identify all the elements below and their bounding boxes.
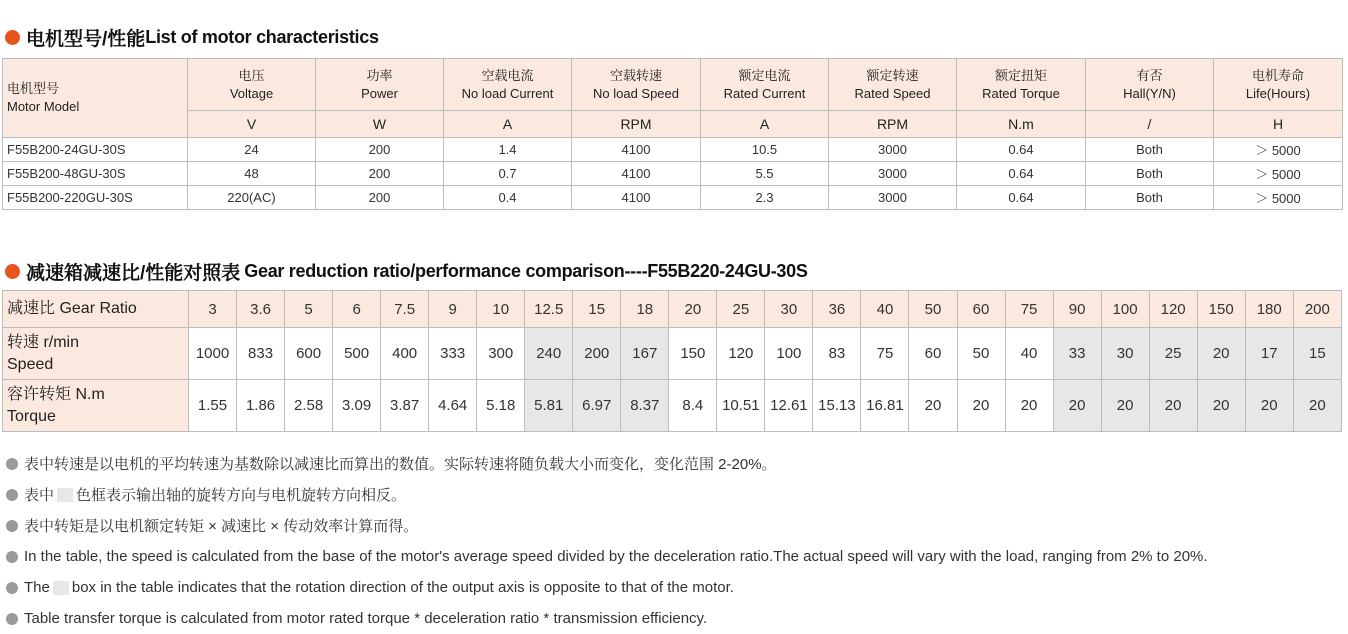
ratio-cell: 180 xyxy=(1245,291,1293,328)
ratio-cell: 150 xyxy=(1197,291,1245,328)
speed-cell: 100 xyxy=(765,328,813,380)
notes-list xyxy=(5,448,1208,634)
column-header-en: Rated Current xyxy=(723,85,806,101)
motor-characteristics-table xyxy=(2,58,1343,210)
bullet-dot-icon xyxy=(5,264,20,279)
ratio-cell: 18 xyxy=(621,291,669,328)
torque-cell: 20 xyxy=(957,380,1005,432)
torque-cell: 1.86 xyxy=(237,380,285,432)
column-header-cn: 电压 xyxy=(238,67,265,83)
column-header-cn: 额定转速 xyxy=(866,67,919,83)
speed-cell: 75 xyxy=(861,328,909,380)
unit-cell: N.m xyxy=(957,111,1086,138)
unit-cell: / xyxy=(1086,111,1214,138)
torque-cell: 5.81 xyxy=(525,380,573,432)
torque-cell: 1.55 xyxy=(189,380,237,432)
unit-cell: A xyxy=(444,111,572,138)
torque-cell: 3.87 xyxy=(381,380,429,432)
speed-cell: 17 xyxy=(1245,328,1293,380)
torque-cell: 20 xyxy=(1293,380,1341,432)
ratio-cell: 20 xyxy=(669,291,717,328)
torque-label xyxy=(3,380,189,432)
torque-cell: 20 xyxy=(1005,380,1053,432)
section-title-en: Gear reduction ratio/performance comparison----F55B220-24GU-30S xyxy=(244,261,808,281)
speed-label-en: Speed xyxy=(7,355,54,373)
column-header-en: Life(Hours) xyxy=(1245,85,1311,101)
value-cell: 0.64 xyxy=(957,162,1086,186)
torque-cell: 20 xyxy=(1197,380,1245,432)
speed-cell: 120 xyxy=(717,328,765,380)
ratio-cell: 25 xyxy=(717,291,765,328)
speed-cell: 600 xyxy=(285,328,333,380)
ratio-cell: 90 xyxy=(1053,291,1101,328)
value-cell: 4100 xyxy=(572,162,701,186)
gear-ratio-table xyxy=(2,290,1342,432)
speed-cell: 30 xyxy=(1101,328,1149,380)
speed-cell: 333 xyxy=(429,328,477,380)
ratio-cell: 6 xyxy=(333,291,381,328)
speed-cell: 150 xyxy=(669,328,717,380)
value-cell: Both xyxy=(1086,186,1214,210)
speed-cell: 33 xyxy=(1053,328,1101,380)
model-cell: F55B200-24GU-30S xyxy=(3,138,188,162)
value-cell: ＞ 5000 xyxy=(1214,186,1343,210)
bullet-icon xyxy=(6,520,18,532)
ratio-cell: 60 xyxy=(957,291,1005,328)
torque-cell: 6.97 xyxy=(573,380,621,432)
ratio-cell: 120 xyxy=(1149,291,1197,328)
section-title-cn: 电机型号/性能 xyxy=(26,29,146,50)
ratio-cell: 3 xyxy=(189,291,237,328)
column-header-cn: 空载电流 xyxy=(481,67,534,83)
ratio-cell: 9 xyxy=(429,291,477,328)
model-header-en: Motor Model xyxy=(7,99,80,114)
note-text: 表中 xyxy=(24,487,55,504)
torque-cell: 12.61 xyxy=(765,380,813,432)
speed-cell: 300 xyxy=(477,328,525,380)
column-header-cn: 空载转速 xyxy=(609,67,662,83)
column-header xyxy=(444,59,572,111)
note-item xyxy=(5,510,1208,541)
note-text: 色框表示输出轴的旋转方向与电机旋转方向相反。 xyxy=(76,487,407,504)
value-cell: Both xyxy=(1086,138,1214,162)
note-text: box in the table indicates that the rotation direction of the output axis is opposite to that of the motor. xyxy=(71,579,734,596)
note-text: The xyxy=(24,579,50,596)
value-cell: Both xyxy=(1086,162,1214,186)
column-header xyxy=(316,59,444,111)
unit-cell: V xyxy=(188,111,316,138)
column-header-en: Rated Speed xyxy=(854,85,931,101)
value-cell: 220(AC) xyxy=(188,186,316,210)
model-header-cn: 电机型号 xyxy=(7,81,60,96)
ratio-cell: 5 xyxy=(285,291,333,328)
ratio-cell: 100 xyxy=(1101,291,1149,328)
torque-label-en: Torque xyxy=(7,407,56,425)
section-title-cn: 减速箱减速比/性能对照表 xyxy=(26,263,241,284)
column-header-en: Voltage xyxy=(229,85,274,101)
column-header-en: Power xyxy=(361,85,398,101)
column-header-cn: 额定电流 xyxy=(738,67,791,83)
unit-row xyxy=(3,111,1343,138)
column-header-cn: 额定扭矩 xyxy=(994,67,1047,83)
unit-cell: W xyxy=(316,111,444,138)
torque-cell: 5.18 xyxy=(477,380,525,432)
speed-cell: 1000 xyxy=(189,328,237,380)
column-header xyxy=(701,59,829,111)
value-cell: 200 xyxy=(316,138,444,162)
torque-row xyxy=(3,380,1342,432)
torque-cell: 20 xyxy=(1149,380,1197,432)
torque-label-cn: 容许转矩 N.m xyxy=(7,385,105,403)
column-header-en: No load Current xyxy=(461,85,554,101)
model-header xyxy=(3,59,188,138)
ratio-cell: 7.5 xyxy=(381,291,429,328)
speed-cell: 400 xyxy=(381,328,429,380)
section-title-motor-list xyxy=(5,24,379,51)
torque-cell: 20 xyxy=(1245,380,1293,432)
speed-cell: 60 xyxy=(909,328,957,380)
ratio-cell: 50 xyxy=(909,291,957,328)
unit-cell: RPM xyxy=(572,111,701,138)
value-cell: 0.64 xyxy=(957,138,1086,162)
note-item xyxy=(5,448,1208,479)
section-title-gear-ratio xyxy=(5,258,808,285)
value-cell: 48 xyxy=(188,162,316,186)
ratio-cell: 200 xyxy=(1293,291,1341,328)
speed-row xyxy=(3,328,1342,380)
value-cell: ＞ 5000 xyxy=(1214,138,1343,162)
column-header xyxy=(572,59,701,111)
column-header-en: Rated Torque xyxy=(982,85,1060,101)
torque-cell: 2.58 xyxy=(285,380,333,432)
speed-cell: 500 xyxy=(333,328,381,380)
value-cell: 200 xyxy=(316,186,444,210)
note-text: Table transfer torque is calculated from motor rated torque * deceleration ratio * transmission efficiency. xyxy=(24,610,708,627)
torque-cell: 20 xyxy=(909,380,957,432)
column-header-cn: 功率 xyxy=(366,67,393,83)
ratio-label: 减速比 Gear Ratio xyxy=(3,291,189,328)
value-cell: 200 xyxy=(316,162,444,186)
speed-label-cn: 转速 r/min xyxy=(7,333,80,351)
torque-cell: 16.81 xyxy=(861,380,909,432)
shade-swatch-icon xyxy=(53,581,69,595)
column-header xyxy=(188,59,316,111)
value-cell: 3000 xyxy=(829,186,957,210)
unit-cell: RPM xyxy=(829,111,957,138)
table-row xyxy=(3,138,1343,162)
bullet-icon xyxy=(6,489,18,501)
note-item xyxy=(5,479,1208,510)
speed-cell: 200 xyxy=(573,328,621,380)
torque-cell: 8.4 xyxy=(669,380,717,432)
note-item xyxy=(5,603,1208,634)
torque-cell: 10.51 xyxy=(717,380,765,432)
torque-cell: 4.64 xyxy=(429,380,477,432)
ratio-cell: 12.5 xyxy=(525,291,573,328)
ratio-cell: 40 xyxy=(861,291,909,328)
note-item xyxy=(5,541,1208,572)
value-cell: 0.4 xyxy=(444,186,572,210)
ratio-cell: 75 xyxy=(1005,291,1053,328)
bullet-icon xyxy=(6,551,18,563)
model-cell: F55B200-48GU-30S xyxy=(3,162,188,186)
ratio-row xyxy=(3,291,1342,328)
bullet-icon xyxy=(6,582,18,594)
speed-cell: 167 xyxy=(621,328,669,380)
bullet-icon xyxy=(6,613,18,625)
value-cell: 10.5 xyxy=(701,138,829,162)
speed-cell: 40 xyxy=(1005,328,1053,380)
value-cell: 2.3 xyxy=(701,186,829,210)
ratio-cell: 15 xyxy=(573,291,621,328)
bullet-icon xyxy=(6,458,18,470)
torque-cell: 15.13 xyxy=(813,380,861,432)
value-cell: 5.5 xyxy=(701,162,829,186)
note-text: 表中转矩是以电机额定转矩 × 减速比 × 传动效率计算而得。 xyxy=(24,518,419,535)
value-cell: 1.4 xyxy=(444,138,572,162)
value-cell: 24 xyxy=(188,138,316,162)
value-cell: 3000 xyxy=(829,138,957,162)
speed-cell: 833 xyxy=(237,328,285,380)
speed-cell: 50 xyxy=(957,328,1005,380)
speed-cell: 240 xyxy=(525,328,573,380)
table-header-row xyxy=(3,59,1343,111)
speed-cell: 83 xyxy=(813,328,861,380)
column-header-cn: 电机寿命 xyxy=(1251,67,1304,83)
speed-cell: 15 xyxy=(1293,328,1341,380)
ratio-cell: 3.6 xyxy=(237,291,285,328)
model-cell: F55B200-220GU-30S xyxy=(3,186,188,210)
unit-cell: A xyxy=(701,111,829,138)
torque-cell: 20 xyxy=(1053,380,1101,432)
column-header xyxy=(829,59,957,111)
value-cell: ＞ 5000 xyxy=(1214,162,1343,186)
note-item xyxy=(5,572,1208,603)
column-header-cn: 有否 xyxy=(1136,67,1163,83)
torque-cell: 20 xyxy=(1101,380,1149,432)
section-title-en: List of motor characteristics xyxy=(145,27,379,47)
table-row xyxy=(3,186,1343,210)
note-text: In the table, the speed is calculated from the base of the motor's average speed divided by the deceleration ratio.The actual speed will vary with the load, ranging from 2% to 20%. xyxy=(24,548,1208,565)
table-row xyxy=(3,162,1343,186)
bullet-dot-icon xyxy=(5,30,20,45)
unit-cell: H xyxy=(1214,111,1343,138)
value-cell: 0.7 xyxy=(444,162,572,186)
ratio-cell: 10 xyxy=(477,291,525,328)
value-cell: 3000 xyxy=(829,162,957,186)
ratio-cell: 36 xyxy=(813,291,861,328)
value-cell: 4100 xyxy=(572,186,701,210)
note-text: 表中转速是以电机的平均转速为基数除以减速比而算出的数值。实际转速将随负载大小而变化，变化范围 2-20%。 xyxy=(24,456,777,473)
shade-swatch-icon xyxy=(57,488,73,502)
speed-cell: 20 xyxy=(1197,328,1245,380)
torque-cell: 3.09 xyxy=(333,380,381,432)
speed-label xyxy=(3,328,189,380)
value-cell: 4100 xyxy=(572,138,701,162)
column-header xyxy=(1086,59,1214,111)
ratio-cell: 30 xyxy=(765,291,813,328)
column-header-en: No load Speed xyxy=(592,85,679,101)
column-header xyxy=(957,59,1086,111)
value-cell: 0.64 xyxy=(957,186,1086,210)
column-header xyxy=(1214,59,1343,111)
column-header-en: Hall(Y/N) xyxy=(1123,85,1176,101)
torque-cell: 8.37 xyxy=(621,380,669,432)
speed-cell: 25 xyxy=(1149,328,1197,380)
